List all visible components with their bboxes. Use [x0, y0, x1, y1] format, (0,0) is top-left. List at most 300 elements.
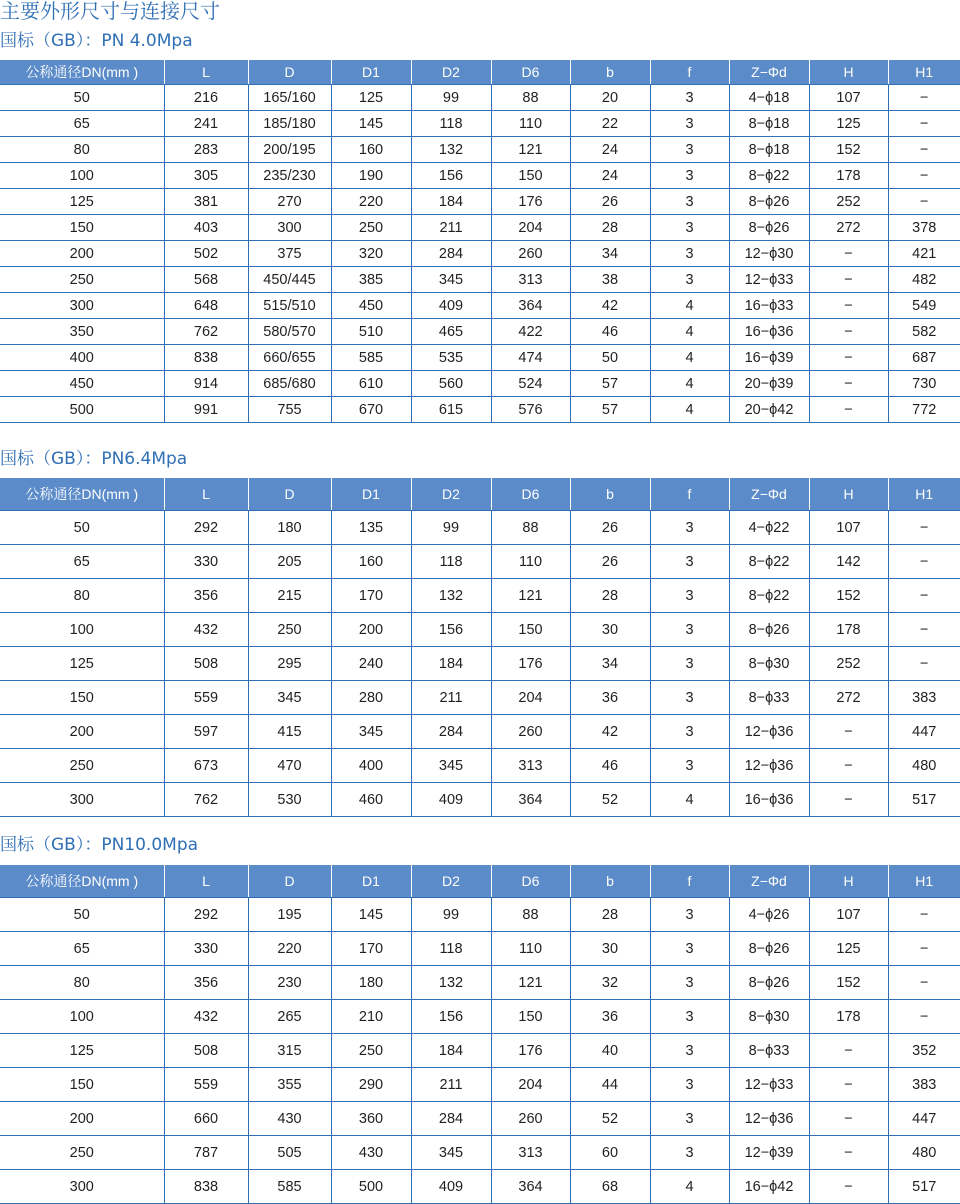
table-cell: 170 [331, 579, 411, 613]
table-cell: 156 [411, 163, 491, 189]
table-cell: 12−ϕ30 [729, 241, 809, 267]
table-cell: 762 [164, 783, 248, 817]
table-cell: 3 [650, 1034, 729, 1068]
table-cell: 99 [411, 898, 491, 932]
table-cell: 185/180 [248, 111, 331, 137]
column-header: D6 [491, 478, 570, 511]
column-header: 公称通径DN(mm ) [0, 60, 164, 85]
table-cell: 8−ϕ22 [729, 579, 809, 613]
table-row [0, 293, 960, 319]
table-cell: 145 [331, 111, 411, 137]
table-cell: 8−ϕ26 [729, 613, 809, 647]
table-cell: 184 [411, 189, 491, 215]
table-cell: 40 [570, 1034, 650, 1068]
table-cell: 170 [331, 932, 411, 966]
table-cell: 50 [0, 511, 164, 545]
table-cell: 20 [570, 85, 650, 111]
table-cell: 482 [888, 267, 960, 293]
table-cell: 502 [164, 241, 248, 267]
table-body [0, 511, 960, 817]
table-cell: 160 [331, 137, 411, 163]
table-row [0, 1034, 960, 1068]
table-cell: 772 [888, 397, 960, 423]
table-cell: 4−ϕ22 [729, 511, 809, 545]
table-cell: − [888, 85, 960, 111]
table-cell: 409 [411, 293, 491, 319]
table-cell: 121 [491, 579, 570, 613]
column-header: H1 [888, 478, 960, 511]
table-cell: 585 [248, 1170, 331, 1204]
table-cell: 52 [570, 1102, 650, 1136]
table-cell: 350 [0, 319, 164, 345]
table-cell: 345 [411, 1136, 491, 1170]
table-cell: 210 [331, 1000, 411, 1034]
table-cell: 375 [248, 241, 331, 267]
table-cell: 378 [888, 215, 960, 241]
table-cell: 8−ϕ33 [729, 1034, 809, 1068]
table-cell: − [809, 715, 888, 749]
table-cell: 313 [491, 749, 570, 783]
table-row [0, 241, 960, 267]
table-cell: 687 [888, 345, 960, 371]
table-cell: 450 [0, 371, 164, 397]
table-row [0, 715, 960, 749]
table-cell: − [888, 511, 960, 545]
table-cell: − [809, 783, 888, 817]
table-cell: 250 [331, 215, 411, 241]
table-cell: 450/445 [248, 267, 331, 293]
table-cell: 204 [491, 1068, 570, 1102]
table-cell: − [809, 371, 888, 397]
table-cell: 44 [570, 1068, 650, 1102]
table-cell: 180 [331, 966, 411, 1000]
table-cell: 8−ϕ26 [729, 932, 809, 966]
table-cell: 80 [0, 966, 164, 1000]
table-cell: 34 [570, 241, 650, 267]
table-cell: 470 [248, 749, 331, 783]
table-cell: 30 [570, 613, 650, 647]
table-cell: 252 [809, 189, 888, 215]
table-row [0, 613, 960, 647]
table-cell: 26 [570, 189, 650, 215]
column-header: D [248, 60, 331, 85]
table-cell: 68 [570, 1170, 650, 1204]
table-cell: 118 [411, 545, 491, 579]
table-cell: 32 [570, 966, 650, 1000]
table-cell: 381 [164, 189, 248, 215]
table-cell: 107 [809, 511, 888, 545]
spec-table-pn40 [0, 60, 960, 423]
table-row [0, 345, 960, 371]
table-cell: 480 [888, 749, 960, 783]
table-cell: − [809, 1068, 888, 1102]
table-cell: 3 [650, 1000, 729, 1034]
table-cell: 3 [650, 715, 729, 749]
table-row [0, 163, 960, 189]
table-cell: 57 [570, 397, 650, 423]
column-header: Z−Φd [729, 865, 809, 898]
table-cell: 430 [331, 1136, 411, 1170]
column-header: 公称通径DN(mm ) [0, 865, 164, 898]
table-cell: 135 [331, 511, 411, 545]
column-header: H [809, 60, 888, 85]
table-cell: 110 [491, 932, 570, 966]
table-cell: 250 [0, 1136, 164, 1170]
table-cell: 8−ϕ22 [729, 163, 809, 189]
table-cell: 3 [650, 1068, 729, 1102]
table-cell: − [888, 898, 960, 932]
table-cell: 4 [650, 293, 729, 319]
table-cell: 211 [411, 215, 491, 241]
table-cell: 292 [164, 898, 248, 932]
table-cell: 8−ϕ26 [729, 215, 809, 241]
table-cell: 28 [570, 215, 650, 241]
table-cell: 517 [888, 1170, 960, 1204]
table-cell: 150 [491, 1000, 570, 1034]
table-cell: 260 [491, 241, 570, 267]
table-cell: 150 [0, 1068, 164, 1102]
table-cell: 28 [570, 579, 650, 613]
table-cell: 8−ϕ33 [729, 681, 809, 715]
table-cell: 3 [650, 111, 729, 137]
table-cell: 205 [248, 545, 331, 579]
table-cell: 241 [164, 111, 248, 137]
table-cell: 685/680 [248, 371, 331, 397]
table-cell: 235/230 [248, 163, 331, 189]
column-header: D2 [411, 478, 491, 511]
table-cell: 300 [0, 783, 164, 817]
table-cell: 107 [809, 85, 888, 111]
column-header: f [650, 60, 729, 85]
table-cell: 204 [491, 215, 570, 241]
table-cell: 4 [650, 783, 729, 817]
table-cell: 284 [411, 1102, 491, 1136]
table-cell: 22 [570, 111, 650, 137]
table-header-row [0, 478, 960, 511]
table-cell: 46 [570, 319, 650, 345]
column-header: D2 [411, 60, 491, 85]
table-cell: 250 [0, 749, 164, 783]
table-cell: 315 [248, 1034, 331, 1068]
table-cell: 3 [650, 647, 729, 681]
table-cell: 585 [331, 345, 411, 371]
spec-table-pn64 [0, 478, 960, 817]
table-row [0, 579, 960, 613]
table-cell: 99 [411, 511, 491, 545]
table-cell: − [809, 397, 888, 423]
table-cell: 16−ϕ42 [729, 1170, 809, 1204]
table-cell: − [809, 241, 888, 267]
table-cell: 184 [411, 1034, 491, 1068]
table-cell: 383 [888, 681, 960, 715]
table-cell: 200 [331, 613, 411, 647]
table-cell: 57 [570, 371, 650, 397]
table-cell: 178 [809, 163, 888, 189]
table-cell: 345 [248, 681, 331, 715]
table-cell: 165/160 [248, 85, 331, 111]
column-header: D1 [331, 478, 411, 511]
table-cell: 560 [411, 371, 491, 397]
table-row [0, 1170, 960, 1204]
table-cell: 4 [650, 1170, 729, 1204]
table-cell: 190 [331, 163, 411, 189]
table-cell: 432 [164, 613, 248, 647]
table-cell: 215 [248, 579, 331, 613]
table-cell: 272 [809, 215, 888, 241]
table-cell: 152 [809, 966, 888, 1000]
table-cell: 432 [164, 1000, 248, 1034]
table-cell: 515/510 [248, 293, 331, 319]
column-header: D6 [491, 865, 570, 898]
table-cell: 3 [650, 215, 729, 241]
table-cell: 383 [888, 1068, 960, 1102]
table-cell: 355 [248, 1068, 331, 1102]
table-cell: 403 [164, 215, 248, 241]
table-cell: 3 [650, 1136, 729, 1170]
table-row [0, 898, 960, 932]
table-cell: 88 [491, 85, 570, 111]
table-cell: 8−ϕ22 [729, 545, 809, 579]
table-row [0, 267, 960, 293]
table-cell: − [809, 345, 888, 371]
table-cell: 838 [164, 1170, 248, 1204]
spec-table-pn100 [0, 865, 960, 1204]
page-title: 主要外形尺寸与连接尺寸 [0, 0, 220, 23]
table-cell: 3 [650, 749, 729, 783]
table-cell: 50 [0, 85, 164, 111]
table-cell: 284 [411, 241, 491, 267]
table-cell: 8−ϕ26 [729, 189, 809, 215]
table-cell: 12−ϕ39 [729, 1136, 809, 1170]
table-cell: 400 [331, 749, 411, 783]
table-cell: 730 [888, 371, 960, 397]
table-cell: 450 [331, 293, 411, 319]
table-cell: 211 [411, 681, 491, 715]
table-cell: 125 [809, 932, 888, 966]
table-cell: 280 [331, 681, 411, 715]
table-cell: 500 [0, 397, 164, 423]
table-cell: 3 [650, 163, 729, 189]
table-row [0, 1102, 960, 1136]
table-cell: 260 [491, 715, 570, 749]
table-cell: 118 [411, 932, 491, 966]
table-cell: − [888, 545, 960, 579]
table-cell: − [888, 579, 960, 613]
table-cell: 510 [331, 319, 411, 345]
table-cell: 220 [331, 189, 411, 215]
table-cell: − [888, 613, 960, 647]
table-cell: 110 [491, 545, 570, 579]
table-cell: 260 [491, 1102, 570, 1136]
table-cell: 460 [331, 783, 411, 817]
table-cell: 118 [411, 111, 491, 137]
table-cell: 270 [248, 189, 331, 215]
table-cell: 125 [0, 647, 164, 681]
table-cell: 991 [164, 397, 248, 423]
table-cell: 265 [248, 1000, 331, 1034]
table-cell: 3 [650, 85, 729, 111]
table-cell: 385 [331, 267, 411, 293]
table-cell: 3 [650, 189, 729, 215]
table-cell: 914 [164, 371, 248, 397]
table-cell: 535 [411, 345, 491, 371]
table-row [0, 681, 960, 715]
table-row [0, 932, 960, 966]
table-cell: − [888, 647, 960, 681]
table-cell: 4−ϕ18 [729, 85, 809, 111]
column-header: D2 [411, 865, 491, 898]
table-cell: 16−ϕ33 [729, 293, 809, 319]
table-cell: 132 [411, 579, 491, 613]
column-header: D1 [331, 60, 411, 85]
table-cell: 121 [491, 966, 570, 1000]
column-header: Z−Φd [729, 60, 809, 85]
table-cell: 422 [491, 319, 570, 345]
table-cell: 125 [0, 1034, 164, 1068]
table-cell: 295 [248, 647, 331, 681]
table-cell: 409 [411, 783, 491, 817]
table-cell: 250 [248, 613, 331, 647]
table-cell: 160 [331, 545, 411, 579]
table-cell: 8−ϕ18 [729, 111, 809, 137]
table-cell: 195 [248, 898, 331, 932]
table-cell: 305 [164, 163, 248, 189]
table-cell: 34 [570, 647, 650, 681]
table-cell: 430 [248, 1102, 331, 1136]
table-cell: − [809, 267, 888, 293]
table-cell: − [888, 966, 960, 1000]
table-cell: 150 [491, 163, 570, 189]
table-cell: 530 [248, 783, 331, 817]
column-header: D6 [491, 60, 570, 85]
table-cell: 12−ϕ36 [729, 1102, 809, 1136]
table-cell: 300 [0, 293, 164, 319]
table-cell: 3 [650, 137, 729, 163]
table-cell: 568 [164, 267, 248, 293]
table-cell: − [888, 932, 960, 966]
table-cell: 50 [570, 345, 650, 371]
table-cell: 30 [570, 932, 650, 966]
table-row [0, 511, 960, 545]
table-cell: − [809, 319, 888, 345]
table-cell: 50 [0, 898, 164, 932]
table-cell: 150 [491, 613, 570, 647]
column-header: f [650, 478, 729, 511]
table-cell: 615 [411, 397, 491, 423]
column-header: L [164, 478, 248, 511]
table-cell: 508 [164, 1034, 248, 1068]
column-header: D [248, 478, 331, 511]
table-cell: 20−ϕ39 [729, 371, 809, 397]
table-cell: 200/195 [248, 137, 331, 163]
table-cell: 125 [0, 189, 164, 215]
table-cell: 152 [809, 137, 888, 163]
table-row [0, 749, 960, 783]
table-cell: 290 [331, 1068, 411, 1102]
table-cell: 610 [331, 371, 411, 397]
table-cell: 100 [0, 163, 164, 189]
table-cell: 4 [650, 319, 729, 345]
column-header: D1 [331, 865, 411, 898]
table-cell: 8−ϕ30 [729, 647, 809, 681]
column-header: H1 [888, 865, 960, 898]
table-cell: 176 [491, 189, 570, 215]
table-cell: 3 [650, 966, 729, 1000]
table-cell: 156 [411, 1000, 491, 1034]
table-cell: 156 [411, 613, 491, 647]
table-cell: 24 [570, 163, 650, 189]
section-title-pn100: 国标（GB）：PN10.0Mpa [0, 835, 199, 855]
table-row [0, 1136, 960, 1170]
table-cell: 3 [650, 241, 729, 267]
table-cell: 4 [650, 397, 729, 423]
table-cell: 176 [491, 647, 570, 681]
table-cell: 12−ϕ33 [729, 267, 809, 293]
table-row [0, 319, 960, 345]
table-cell: 345 [411, 267, 491, 293]
table-cell: 352 [888, 1034, 960, 1068]
table-cell: − [809, 1034, 888, 1068]
table-cell: 313 [491, 267, 570, 293]
table-header-row [0, 865, 960, 898]
column-header: b [570, 478, 650, 511]
table-cell: 176 [491, 1034, 570, 1068]
column-header: 公称通径DN(mm ) [0, 478, 164, 511]
table-cell: 409 [411, 1170, 491, 1204]
table-cell: 474 [491, 345, 570, 371]
section-title-pn40: 国标（GB）：PN 4.0Mpa [0, 31, 193, 51]
table-cell: 42 [570, 715, 650, 749]
table-cell: 252 [809, 647, 888, 681]
table-cell: 330 [164, 545, 248, 579]
table-cell: 517 [888, 783, 960, 817]
table-cell: 180 [248, 511, 331, 545]
table-cell: 3 [650, 579, 729, 613]
table-row [0, 1000, 960, 1034]
table-cell: 8−ϕ30 [729, 1000, 809, 1034]
table-cell: 107 [809, 898, 888, 932]
table-cell: 216 [164, 85, 248, 111]
table-cell: 559 [164, 1068, 248, 1102]
table-cell: 755 [248, 397, 331, 423]
table-cell: 292 [164, 511, 248, 545]
table-cell: 240 [331, 647, 411, 681]
table-cell: 178 [809, 1000, 888, 1034]
table-cell: 597 [164, 715, 248, 749]
table-cell: 88 [491, 898, 570, 932]
table-cell: 100 [0, 613, 164, 647]
table-cell: 60 [570, 1136, 650, 1170]
table-cell: 145 [331, 898, 411, 932]
table-cell: 12−ϕ36 [729, 749, 809, 783]
table-cell: − [888, 163, 960, 189]
column-header: L [164, 865, 248, 898]
table-row [0, 189, 960, 215]
table-cell: 447 [888, 715, 960, 749]
table-cell: 364 [491, 293, 570, 319]
table-cell: − [809, 1136, 888, 1170]
table-cell: 8−ϕ26 [729, 966, 809, 1000]
table-cell: 447 [888, 1102, 960, 1136]
table-cell: 762 [164, 319, 248, 345]
table-cell: 673 [164, 749, 248, 783]
table-cell: 211 [411, 1068, 491, 1102]
column-header: b [570, 60, 650, 85]
table-cell: − [809, 749, 888, 783]
table-cell: 99 [411, 85, 491, 111]
table-cell: 204 [491, 681, 570, 715]
table-cell: − [888, 1000, 960, 1034]
